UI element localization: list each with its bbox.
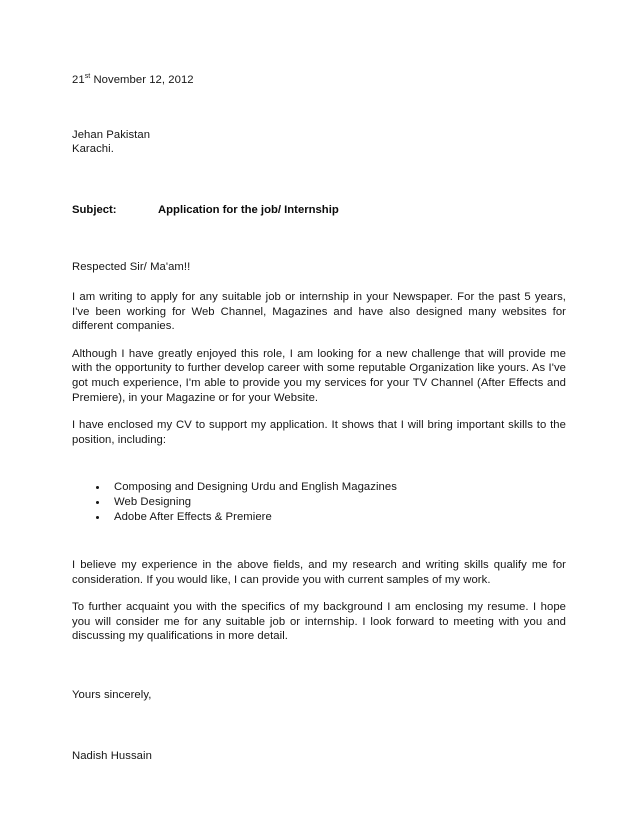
date-rest: November 12, 2012: [90, 74, 194, 86]
salutation: Respected Sir/ Ma'am!!: [72, 261, 191, 274]
list-item: [72, 495, 566, 510]
recipient-address-block: [72, 128, 566, 157]
skills-list: [72, 480, 566, 524]
recipient-city: Karachi.: [72, 143, 114, 156]
date-line: [72, 70, 566, 88]
bullet-dot-icon: [96, 501, 99, 504]
subject-label: Subject:: [72, 203, 117, 216]
skill-label: Composing and Designing Urdu and English Magazines: [114, 481, 397, 494]
bullet-dot-icon: [96, 486, 99, 489]
skill-label: Adobe After Effects & Premiere: [114, 510, 272, 523]
body-paragraph-1: I am writing to apply for any suitable job or internship in your Newspaper. For the past 5 years, I've been working for Web Channel, Magazines and have also designed many websites for different companies.: [72, 290, 566, 333]
recipient-organization: Jehan Pakistan: [72, 128, 151, 141]
body-paragraph-2: Although I have greatly enjoyed this role, I am looking for a new challenge that will provide me with the opportunity to further develop career with some reputable Organization like yours. As I've got much experience, I'm able to provide you my services for your TV Channel (After Effects and Premiere), in your Magazine or for your Website.: [72, 347, 566, 404]
body-paragraph-3: I have enclosed my CV to support my application. It shows that I will bring important skills to the position, including:: [72, 419, 566, 446]
subject-line: [72, 203, 566, 218]
signoff: Yours sincerely,: [72, 689, 152, 702]
closing-paragraph-2: To further acquaint you with the specifics of my background I am enclosing my resume. I hope you will consider me for any suitable job or internship. I look forward to meeting with you and discussing my qualifications in more detail.: [72, 601, 566, 643]
list-item: [72, 480, 566, 495]
subject-value: Application for the job/ Internship: [158, 203, 339, 216]
list-item: [72, 510, 566, 525]
skill-label: Web Designing: [114, 495, 192, 508]
closing-paragraph-1: I believe my experience in the above fields, and my research and writing skills qualify me for consideration. If you would like, I can provide you with current samples of my work.: [72, 559, 566, 586]
bullet-dot-icon: [96, 516, 99, 519]
date-day-number: 21: [72, 74, 85, 86]
letter-body: [72, 70, 566, 763]
signer-name: Nadish Hussain: [72, 749, 152, 762]
date-ordinal-suffix: st: [84, 73, 91, 81]
